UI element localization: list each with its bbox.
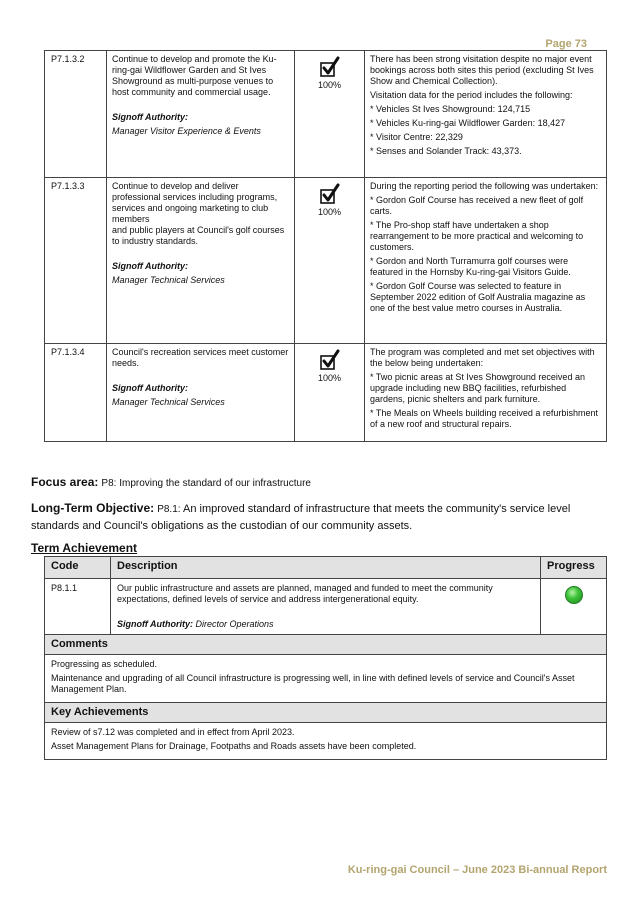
comments-heading: Comments (45, 635, 607, 655)
action-code: P7.1.3.2 (45, 51, 107, 178)
action-description (107, 178, 295, 344)
check-icon (320, 183, 340, 205)
focus-area-value: P8: Improving the standard of our infrastructure (101, 478, 311, 489)
key-achievements-row (45, 723, 607, 760)
action-results (365, 51, 607, 178)
progress-value: 100% (317, 207, 342, 217)
comment-line: Progressing as scheduled. (51, 659, 158, 669)
progress-cell (295, 344, 365, 442)
result-line: * Gordon Golf Course was selected to feature in September 2022 edition of Golf Australia magazine as one of the best value metro courses in Australia. (370, 281, 586, 313)
comment-line: Maintenance and upgrading of all Council infrastructure is progressing well, in line with defined levels of service and Council's Asset Management Plan. (51, 673, 575, 694)
action-code: P7.1.3.4 (45, 344, 107, 442)
result-line: * Vehicles Ku-ring-gai Wildflower Garden: 18,427 (370, 118, 566, 128)
term-achievement-heading: Term Achievement (31, 541, 138, 555)
action-results (365, 178, 607, 344)
key-achievement-line: Review of s7.12 was completed and in effect from April 2023. (51, 727, 295, 737)
focus-area-label: Focus area: (31, 475, 99, 489)
result-line: * Visitor Centre: 22,329 (370, 132, 463, 142)
lto-code: P8.1: (157, 504, 181, 515)
table-row (45, 178, 607, 344)
progress-value: 100% (317, 373, 342, 383)
report-footer: Ku-ring-gai Council – June 2023 Bi-annual Report (347, 864, 607, 876)
header-progress: Progress (541, 557, 607, 579)
key-achievements-heading: Key Achievements (45, 703, 607, 723)
header-code: Code (45, 557, 111, 579)
check-icon (320, 349, 340, 371)
signoff-value: Manager Technical Services (112, 275, 225, 285)
header-description: Description (111, 557, 541, 579)
result-line: There has been strong visitation despite no major event bookings across both sites this period (excluding St Ives Show and Chemical Collection). (370, 54, 594, 86)
action-code: P7.1.3.3 (45, 178, 107, 344)
description-text: Continue to develop and promote the Ku-ring-gai Wildflower Garden and St Ives Showground as multi-purpose venues to host community and commercial usage. (112, 54, 277, 97)
action-description (107, 51, 295, 178)
signoff-label: Signoff Authority: (112, 261, 188, 271)
comments-header-row (45, 635, 607, 655)
long-term-objective (31, 500, 601, 534)
key-achievements-header-row (45, 703, 607, 723)
page-number: Page 73 (545, 38, 587, 50)
actions-table (44, 50, 607, 442)
term-signoff (117, 619, 534, 630)
description-text: Council's recreation services meet customer needs. (112, 347, 289, 368)
result-line: * The Pro-shop staff have undertaken a shop rearrangement to be more practical and welcoming to customers. (370, 220, 584, 252)
focus-area (31, 475, 311, 489)
comments-row (45, 655, 607, 703)
result-line: The program was completed and met set objectives with the below being undertaken: (370, 347, 595, 368)
term-progress (541, 579, 607, 635)
signoff-label: Signoff Authority: (112, 383, 188, 393)
result-line: * Gordon Golf Course has received a new fleet of golf carts. (370, 195, 584, 216)
table-row (45, 579, 607, 635)
signoff-label: Signoff Authority: (117, 619, 193, 629)
result-line: During the reporting period the following was undertaken: (370, 181, 599, 191)
lto-label: Long-Term Objective: (31, 501, 155, 515)
key-achievements-body (45, 723, 607, 760)
table-header-row (45, 557, 607, 579)
result-line: * The Meals on Wheels building received a refurbishment of a new roof and structural repairs. (370, 408, 598, 429)
result-line: * Two picnic areas at St Ives Showground received an upgrade including new BBQ facilities, refurbished gardens, picnic shelters and park furniture. (370, 372, 585, 404)
key-achievement-line: Asset Management Plans for Drainage, Footpaths and Roads assets have been completed. (51, 741, 417, 751)
signoff-value: Director Operations (195, 619, 274, 629)
action-description (107, 344, 295, 442)
result-line: Visitation data for the period includes the following: (370, 90, 573, 100)
action-results (365, 344, 607, 442)
term-code: P8.1.1 (45, 579, 111, 635)
progress-value: 100% (317, 80, 342, 90)
signoff-label: Signoff Authority: (112, 112, 188, 122)
description-text: Continue to develop and deliver professional services including programs, services and ongoing marketing to club members (112, 181, 278, 224)
table-row (45, 51, 607, 178)
status-green-icon (565, 586, 583, 604)
comments-body (45, 655, 607, 703)
term-achievement-table (44, 556, 607, 760)
progress-cell (295, 178, 365, 344)
term-description-text: Our public infrastructure and assets are planned, managed and funded to meet the community expectations, defined levels of service and address intergenerational equity. (117, 583, 493, 604)
lto-value: An improved standard of infrastructure that meets the community's service level standards and Council's obligations as the custodian of our community assets. (31, 503, 571, 532)
signoff-value: Manager Visitor Experience & Events (112, 126, 261, 136)
progress-cell (295, 51, 365, 178)
check-icon (320, 56, 340, 78)
description-text: and public players at Council's golf courses to industry standards. (112, 225, 285, 246)
result-line: * Vehicles St Ives Showground: 124,715 (370, 104, 531, 114)
table-row (45, 344, 607, 442)
term-description (111, 579, 541, 635)
result-line: * Senses and Solander Track: 43,373. (370, 146, 522, 156)
result-line: * Gordon and North Turramurra golf courses were featured in the Hornsby Ku-ring-gai Visitors Guide. (370, 256, 571, 277)
signoff-value: Manager Technical Services (112, 397, 225, 407)
